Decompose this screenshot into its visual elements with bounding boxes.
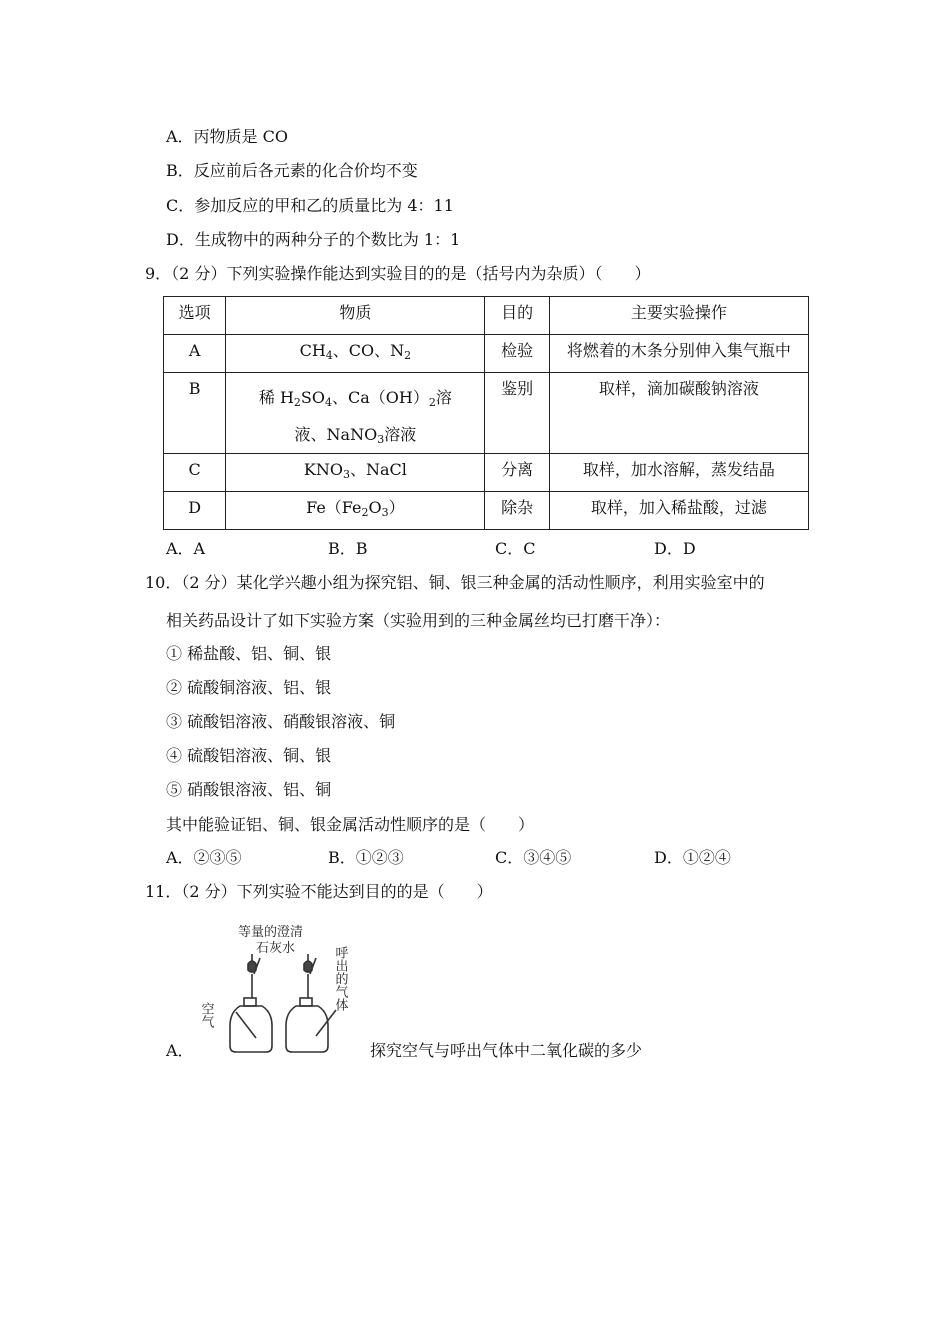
q10-answer-c: C．③④⑤ [495,848,572,867]
q10-scheme-1: ① 稀盐酸、铝、铜、银 [166,644,332,663]
row-a-operation: 将燃着的木条分别伸入集气瓶中 [549,335,808,373]
row-d-purpose: 除杂 [485,492,549,530]
row-d-option: D [164,492,226,530]
row-d-substance: $Fe(Fe_2O_3)$ [226,492,485,530]
header-option: 选项 [164,297,226,335]
q10-question: 其中能验证铝、铜、银金属活动性顺序的是（ ） [166,815,535,834]
bottle-left-icon [230,954,272,1052]
row-c-option: C [164,454,226,492]
q8-option-b: B．反应前后各元素的化合价均不变 [166,161,418,180]
table-header-row [164,297,809,335]
q8-option-d: D．生成物中的两种分子的个数比为 1：1 [166,230,461,249]
row-c-operation: 取样，加水溶解，蒸发结晶 [549,454,808,492]
figure-label-reagent-1: 等量的澄清 [238,925,304,940]
table-row [164,492,809,530]
header-substance: 物质 [226,297,485,335]
q10-answer-b: B．①②③ [328,848,404,867]
row-c-purpose: 分离 [485,454,549,492]
table-row [164,454,809,492]
figure-label-air: 空气 [198,1002,214,1028]
q10-scheme-5: ⑤ 硝酸银溶液、铝、铜 [166,780,332,799]
row-a-purpose: 检验 [485,335,549,373]
row-c-substance: $KNO_3$、NaCl [226,454,485,492]
q10-scheme-3: ③ 硫酸铝溶液、硝酸银溶液、铜 [166,712,396,731]
q9-answer-c: C．C [495,539,536,558]
q10-stem-line2: 相关药品设计了如下实验方案（实验用到的三种金属丝均已打磨干净）： [166,611,671,630]
q9-stem: 9．（2 分）下列实验操作能达到实验目的的是（括号内为杂质）（ ） [145,264,651,283]
q8-option-c: C．参加反应的甲和乙的质量比为 4：11 [166,196,454,215]
lime-water-experiment-figure [196,918,356,1058]
q10-scheme-4: ④ 硫酸铝溶液、铜、银 [166,746,332,765]
q10-answer-d: D．①②④ [654,848,731,867]
q11-stem: 11．（2 分）下列实验不能达到目的的是（ ） [145,882,493,901]
row-b-operation: 取样，滴加碳酸钠溶液 [549,373,808,454]
row-a-substance: $CH_4$、CO、$N_2$ [226,335,485,373]
q10-answer-a: A．②③⑤ [166,848,242,867]
q11-option-a-label: A． [166,1041,194,1060]
row-d-operation: 取样，加入稀盐酸，过滤 [549,492,808,530]
figure-label-exhaled: 呼出的气体 [332,946,348,1011]
bottle-right-icon [286,954,336,1052]
header-purpose: 目的 [485,297,549,335]
row-a-option: A [164,335,226,373]
row-b-substance: 稀 $H_2SO_4$、$Ca(OH)_2$溶 液、NaNO$_3$溶液 [226,373,485,454]
row-b-option: B [164,373,226,454]
table-row [164,335,809,373]
figure-label-reagent-2: 石灰水 [256,941,296,956]
q8-option-a: A．丙物质是 CO [166,127,289,146]
q9-table [163,296,809,530]
q11-option-a-text: 探究空气与呼出气体中二氧化碳的多少 [370,1041,643,1060]
q10-stem-line1: 10．（2 分）某化学兴趣小组为探究铝、铜、银三种金属的活动性顺序，利用实验室中的 [145,573,765,592]
q10-scheme-2: ② 硫酸铜溶液、铝、银 [166,678,332,697]
header-operation: 主要实验操作 [549,297,808,335]
q9-answer-d: D．D [654,539,696,558]
table-row [164,373,809,454]
q9-answer-a: A．A [166,539,206,558]
row-b-purpose: 鉴别 [485,373,549,454]
q9-answer-b: B．B [328,539,368,558]
